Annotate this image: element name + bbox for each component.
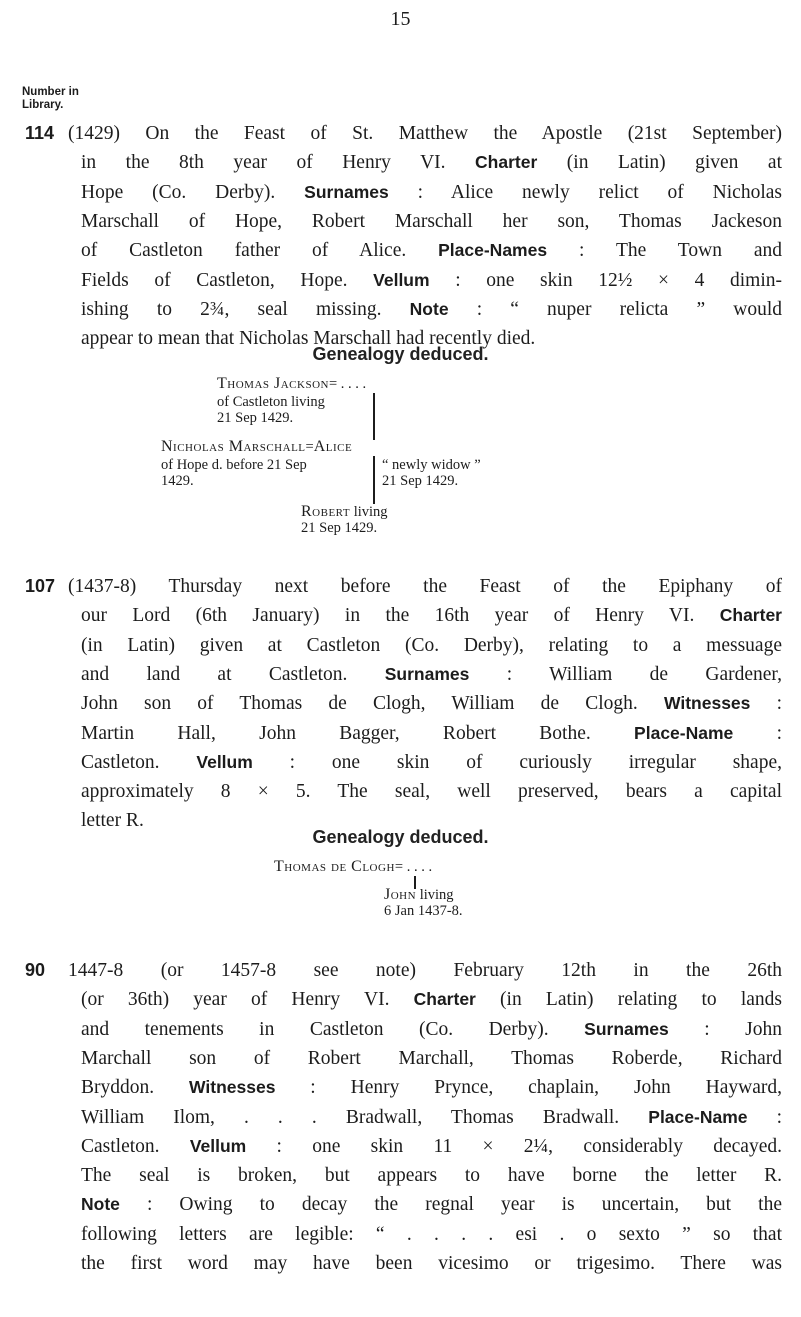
tree-father-name: Thomas de Clogh [274, 858, 395, 875]
paragraph-line [81, 1103, 782, 1132]
text-run: : one skin 11 × 2¼, considerably decayed. [246, 1135, 782, 1157]
tree-child-note: living [350, 504, 388, 520]
field-keyword: Charter [413, 989, 476, 1010]
text-run: William Ilom, . . . Bradwall, Thomas Bradwall. [81, 1106, 649, 1128]
text-run: in the 8th year of Henry VI. [81, 152, 476, 174]
paragraph-line [81, 1161, 782, 1190]
text-run: : [750, 693, 782, 715]
field-keyword: Witnesses [663, 693, 751, 714]
field-keyword: Charter [475, 152, 538, 173]
text-run: Fields of Castleton, Hope. [81, 269, 374, 291]
margin-label-line: Library. [22, 99, 64, 111]
text-run: John son of Thomas de Clogh, William de Clogh. [81, 693, 664, 715]
tree-wife-note: 21 Sep 1429. [382, 473, 459, 489]
tree-child [384, 887, 454, 903]
entry-number: 114 [25, 123, 55, 143]
text-run: (1437-8) Thursday next before the Feast of the Epiphany of [68, 576, 782, 597]
entry-number: 90 [25, 960, 46, 980]
text-run: the first word may have been vicesimo or trigesimo. There was [81, 1253, 782, 1274]
tree-child-name: John [384, 886, 417, 903]
text-run: (in Latin) relating to lands [475, 989, 782, 1011]
text-run: Bryddon. [81, 1077, 190, 1099]
paragraph-line [81, 777, 782, 806]
text-run: : William de Gardener, [469, 663, 782, 685]
text-run: : The Town and [547, 240, 782, 262]
paragraph-line [81, 601, 782, 630]
paragraph-line [81, 631, 782, 660]
paragraph-line [68, 119, 782, 148]
paragraph-line [81, 748, 782, 777]
tree-wife-note: “ newly widow ” [382, 457, 481, 473]
paragraph-line [81, 719, 782, 748]
field-keyword: Surnames [584, 1018, 669, 1039]
text-run: Castleton. [81, 1135, 190, 1157]
tree-husband-note: of Hope d. before 21 Sep [161, 457, 307, 473]
text-run: following letters are legible: “ . . . . esi . o sexto ” so that [81, 1223, 782, 1245]
text-run: : one skin of curiously irregular shape, [252, 751, 782, 773]
text-run: Marschall of Hope, Robert Marschall her son, Thomas Jackeson [81, 210, 782, 232]
paragraph-line [81, 1073, 782, 1102]
tree-child-note: living [416, 887, 454, 903]
entry-number: 107 [25, 576, 56, 596]
field-keyword: Vellum [189, 1135, 247, 1156]
tree-husband-note: 1429. [161, 473, 194, 489]
paragraph-line [81, 1249, 782, 1278]
text-run: approximately 8 × 5. The seal, well preserved, bears a capital [81, 781, 782, 803]
text-run: (or 36th) year of Henry VI. [81, 989, 414, 1011]
margin-label-line: Number in [22, 86, 79, 98]
tree-husband-name: Nicholas Marschall [161, 438, 306, 455]
tree-line [373, 456, 375, 504]
page-number: 15 [390, 8, 411, 30]
tree-couple [161, 439, 352, 455]
paragraph-line [81, 266, 782, 295]
field-keyword: Note [409, 298, 449, 319]
paragraph-line [81, 985, 782, 1014]
text-run: our Lord (6th January) in the 16th year of Henry VI. [81, 605, 720, 627]
paragraph-line [81, 1220, 782, 1249]
text-run: (1429) On the Feast of St. Matthew the Apostle (21st September) [68, 123, 782, 144]
paragraph-line [81, 1132, 782, 1161]
paragraph-line [81, 178, 782, 207]
tree-child-note: 6 Jan 1437-8. [384, 903, 463, 919]
text-run: The seal is broken, but appears to have borne the letter R. [81, 1165, 782, 1187]
tree-child-note: 21 Sep 1429. [301, 520, 378, 536]
paragraph-line [81, 660, 782, 689]
paragraph-line [81, 1015, 782, 1044]
paragraph-line [68, 956, 782, 985]
tree-father [217, 376, 366, 392]
tree-child [301, 504, 388, 520]
text-run: Martin Hall, John Bagger, Robert Bothe. [81, 722, 635, 744]
paragraph-line [81, 236, 782, 265]
paragraph-line [81, 689, 782, 718]
text-run: Hope (Co. Derby). [81, 181, 305, 203]
text-run: : Owing to decay the regnal year is uncertain, but the [119, 1194, 782, 1216]
paragraph-line [81, 207, 782, 236]
field-keyword: Surnames [304, 181, 389, 202]
text-run: and tenements in Castleton (Co. Derby). [81, 1018, 585, 1040]
text-run: : [733, 722, 782, 744]
field-keyword: Charter [719, 605, 782, 626]
field-keyword: Place-Name [634, 722, 734, 743]
paragraph-line [81, 148, 782, 177]
text-run: : Alice newly relict of Nicholas [388, 181, 782, 203]
tree-father-name: Thomas Jackson [217, 375, 329, 392]
paragraph-line [81, 1044, 782, 1073]
text-run: : one skin 12½ × 4 dimin- [429, 269, 782, 291]
field-keyword: Place-Names [438, 240, 548, 261]
text-run: ishing to 2¾, seal missing. [81, 298, 410, 320]
tree-child-name: Robert [301, 503, 351, 520]
text-run: : [747, 1106, 782, 1128]
text-run: Marchall son of Robert Marchall, Thomas Roberde, Richard [81, 1047, 782, 1069]
field-keyword: Surnames [384, 663, 470, 684]
paragraph-line [81, 1190, 782, 1219]
field-keyword: Vellum [373, 269, 430, 290]
genealogy-heading: Genealogy deduced. [312, 827, 489, 847]
text-run: letter R. [81, 810, 144, 832]
margin-label [22, 86, 79, 112]
text-run: (in Latin) given at [537, 152, 782, 174]
tree-father [274, 859, 432, 875]
paragraph-line [81, 295, 782, 324]
text-run: appear to mean that Nicholas Marschall had recently died. [81, 328, 536, 350]
field-keyword: Vellum [196, 751, 253, 772]
text-run: : Henry Prynce, chaplain, John Hayward, [275, 1077, 783, 1099]
tree-father-note: 21 Sep 1429. [217, 410, 294, 426]
text-run: : “ nuper relicta ” would [448, 298, 782, 320]
field-keyword: Note [81, 1194, 120, 1215]
genealogy-heading: Genealogy deduced. [312, 344, 489, 364]
text-run: and land at Castleton. [81, 663, 385, 685]
tree-line [373, 393, 375, 440]
text-run: (in Latin) given at Castleton (Co. Derby), relating to a messuage [81, 634, 782, 656]
tree-father-eq: = . . . . [328, 376, 367, 392]
text-run: Castleton. [81, 751, 197, 773]
tree-wife-name: Alice [313, 438, 353, 455]
text-run: : John [668, 1018, 782, 1040]
paragraph-line [68, 572, 782, 601]
field-keyword: Place-Name [648, 1106, 748, 1127]
tree-father-note: of Castleton living [217, 394, 325, 410]
text-run: of Castleton father of Alice. [81, 240, 439, 262]
tree-father-eq: = . . . . [394, 859, 433, 875]
field-keyword: Witnesses [189, 1077, 276, 1098]
tree-eq: = [305, 439, 314, 455]
text-run: 1447-8 (or 1457-8 see note) February 12th in the 26th [68, 960, 782, 981]
